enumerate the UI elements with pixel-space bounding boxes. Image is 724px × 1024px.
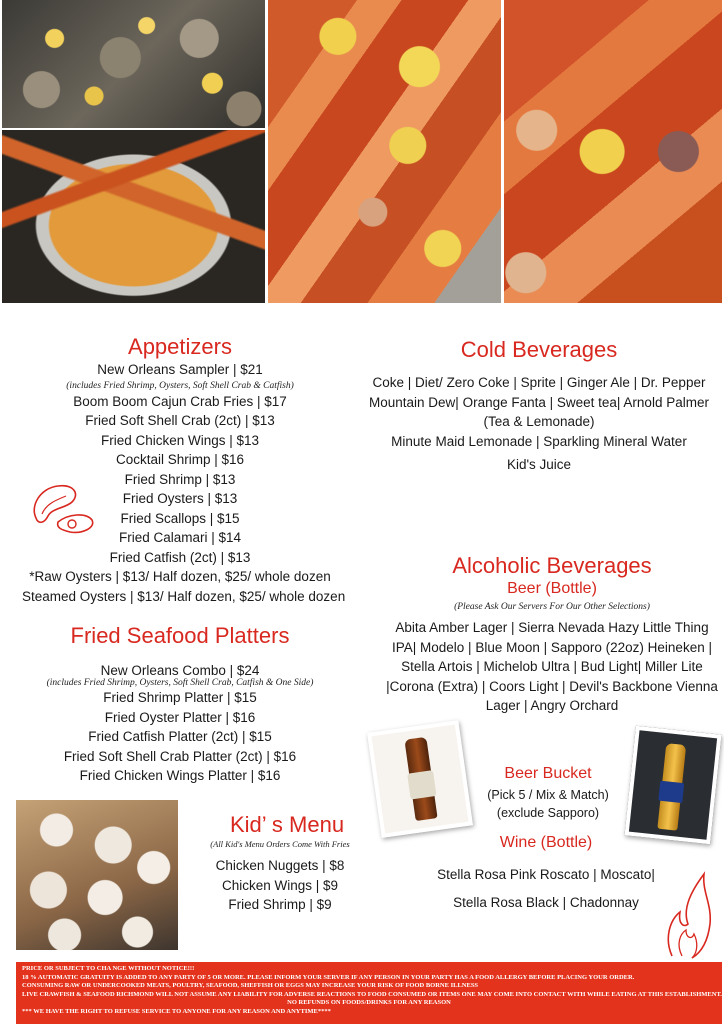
menu-item: Boom Boom Cajun Crab Fries | $17 xyxy=(73,393,287,409)
beer-bucket-line: (Pick 5 / Mix & Match) xyxy=(487,788,609,802)
corona-beer-photo xyxy=(624,726,721,844)
beverage-line: Kid's Juice xyxy=(506,457,572,472)
beverage-line: Coke | Diet/ Zero Coke | Sprite | Ginger Ale | Dr. Pepper xyxy=(372,375,706,390)
menu-item: New Orleans Sampler | $21 xyxy=(97,362,263,377)
alcoholic-beverages-section xyxy=(380,553,724,716)
footer-disclaimer xyxy=(16,962,722,1024)
footer-line: CONSUMING RAW OR UNDERCOOKED MEATS, POULTRY, SEAFOOD, SHEFFISH OR EGGS MAY INCREASE YOUR RISK OF FOOD BORNE ILLNESS xyxy=(22,982,479,989)
beer-line: Stella Artois | Michelob Ultra | Bud Light| Miller Lite xyxy=(401,659,703,674)
oysters-photo xyxy=(2,0,265,128)
cold-beverages-title: Cold Beverages xyxy=(460,337,618,362)
cold-beverages-section xyxy=(356,337,722,475)
menu-item: New Orleans Combo | $24 xyxy=(100,663,260,678)
menu-item-note: (includes Fried Shrimp, Oysters, Soft Shell Crab & Catfish) xyxy=(66,380,294,391)
appetizers-section xyxy=(22,334,346,606)
menu-item: Steamed Oysters | $13/ Half dozen, $25/ whole dozen xyxy=(22,588,346,604)
menu-item: *Raw Oysters | $13/ Half dozen, $25/ whole dozen xyxy=(29,569,331,584)
seafood-boil-photo-1 xyxy=(268,0,501,303)
menu-item: Fried Shrimp | $9 xyxy=(228,897,332,912)
platters-title: Fried Seafood Platters xyxy=(70,623,290,648)
beer-line: |Corona (Extra) | Coors Light | Devil's Backbone Vienna xyxy=(386,678,718,694)
kids-menu-section xyxy=(180,812,380,915)
menu-item: Chicken Wings | $9 xyxy=(221,877,339,893)
footer-line: *** WE HAVE THE RIGHT TO REFUSE SERVICE TO ANYONE FOR ANY REASON AND ANYTIME**** xyxy=(22,1007,331,1015)
kids-menu-note: (All Kid's Menu Orders Come With Fries xyxy=(210,839,350,849)
beverage-line: (Tea & Lemonade) xyxy=(483,414,595,429)
beer-bucket-title: Beer Bucket xyxy=(504,765,592,782)
appetizers-title: Appetizers xyxy=(128,334,232,359)
wine-section xyxy=(428,833,664,912)
footer-line: PRICE OR SUBJECT TO CHA NGE WITHOUT NOTICE!!! xyxy=(22,965,195,972)
oyster-doodle-icon xyxy=(28,478,98,538)
abita-beer-photo xyxy=(367,720,473,838)
menu-item: Fried Chicken Wings Platter | $16 xyxy=(79,768,281,783)
menu-item: Fried Shrimp | $13 xyxy=(124,471,236,487)
beer-bottle-subtitle: Beer (Bottle) xyxy=(507,580,597,597)
menu-item: Fried Catfish (2ct) | $13 xyxy=(109,549,251,565)
menu-item: Fried Soft Shell Crab (2ct) | $13 xyxy=(85,413,275,428)
wine-line: Stella Rosa Black | Chadonnay xyxy=(453,894,639,910)
menu-item: Fried Soft Shell Crab Platter (2ct) | $16 xyxy=(63,748,297,764)
menu-item: Fried Oysters | $13 xyxy=(122,491,238,506)
alcoholic-beverages-title: Alcoholic Beverages xyxy=(452,553,652,578)
menu-item: Fried Shrimp Platter | $15 xyxy=(103,690,257,705)
footer-line: LIVE CRAWFISH & SEAFOOD RICHMOND WILL NOT ASSUME ANY LIABILITY FOR ADVERSE REACTIONS TO FOOD CONSUMED OR ITEMS ONE MAY COME INTO CONTACT WITH WHILE EATING AT THIS ESTABLISHMENT. xyxy=(22,990,722,998)
footer-line: 18 % AUTOMATIC GRATUITY IS ADDED TO ANY PARTY OF 5 OR MORE. PLEASE INFORM YOUR SERVER IF ANY PERSON IN YOUR PARTY HAS A FOOD ALLERGY BEFORE PLACING YOUR ORDER. xyxy=(22,973,635,981)
kids-menu-title: Kid’ s Menu xyxy=(229,812,345,837)
platters-section xyxy=(20,623,340,786)
menu-item: Chicken Nuggets | $8 xyxy=(215,858,345,873)
menu-item: Fried Chicken Wings | $13 xyxy=(100,432,260,448)
menu-item-note: (includes Fried Shrimp, Oysters, Soft Shell Crab, Catfish & One Side) xyxy=(46,678,314,688)
menu-item: Cocktail Shrimp | $16 xyxy=(115,452,245,467)
beer-note: (Please Ask Our Servers For Our Other Selections) xyxy=(454,602,650,612)
wine-title: Wine (Bottle) xyxy=(499,834,593,851)
beignets-photo xyxy=(16,800,178,950)
crab-legs-photo xyxy=(2,130,265,303)
beer-bucket-line: (exclude Sapporo) xyxy=(496,806,600,820)
wine-line: Stella Rosa Pink Roscato | Moscato| xyxy=(437,867,655,882)
flame-doodle-icon xyxy=(662,868,714,960)
seafood-boil-photo-2 xyxy=(504,0,722,303)
beer-bucket-section xyxy=(468,764,628,822)
beer-line: Abita Amber Lager | Sierra Nevada Hazy Little Thing xyxy=(395,620,709,635)
beverage-line: Mountain Dew| Orange Fanta | Sweet tea| Arnold Palmer xyxy=(369,394,709,410)
footer-line: NO REFUNDS ON FOODS/DRINKS FOR ANY REASON xyxy=(287,999,451,1006)
beer-line: Lager | Angry Orchard xyxy=(485,698,619,713)
beverage-line: Minute Maid Lemonade | Sparkling Mineral Water xyxy=(391,433,687,449)
menu-item: Fried Catfish Platter (2ct) | $15 xyxy=(88,729,272,744)
menu-item: Fried Scallops | $15 xyxy=(120,510,240,526)
menu-item: Fried Oyster Platter | $16 xyxy=(104,709,256,725)
menu-item: Fried Calamari | $14 xyxy=(118,530,242,545)
beer-line: IPA| Modelo | Blue Moon | Sapporo (22oz) Heineken | xyxy=(392,639,712,655)
